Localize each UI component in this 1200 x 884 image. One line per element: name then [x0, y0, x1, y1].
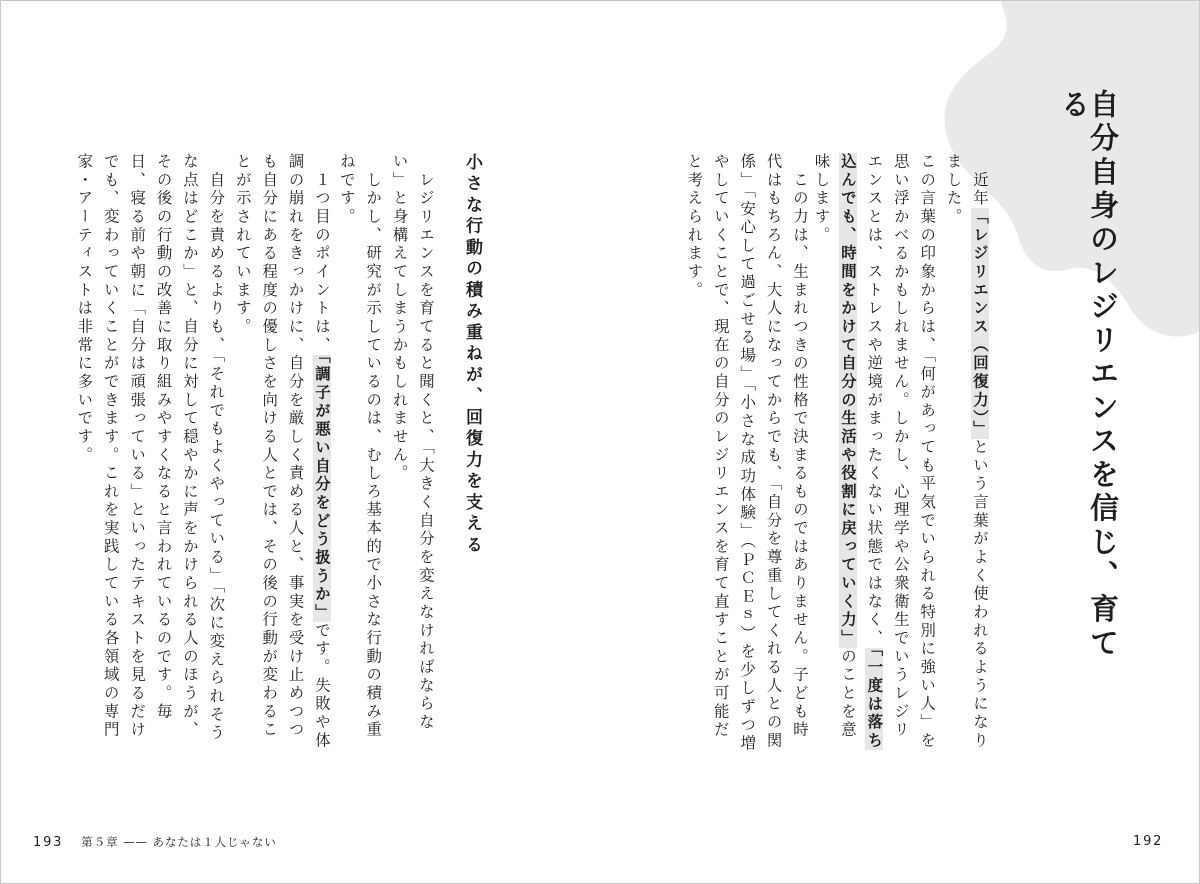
highlight-resilience-definition: 「一度は落ち込んでも、時間をかけて自分の生活や役割に戻っていく力」 — [838, 153, 884, 751]
text-run: 近年 — [971, 153, 989, 208]
section-heading: 小さな行動の積み重ねが、回復力を支える — [462, 153, 482, 557]
body-paragraph-first-point — [75, 153, 335, 753]
highlight-resilience-term: 「レジリエンス（回復力）」 — [971, 207, 989, 439]
running-head: 第５章 —— あなたは１人じゃない — [81, 835, 277, 849]
body-paragraph-nurture: この力は、生まれつきの性格で決まるものではありません。子ども時代はもちろん、大人になってからでも、「自分を尊重してくれる人との関係」「安心して過ごせる場」「小さな成功体験」（ＰＣＥｓ）を少しずつ増やしていくことで、現在の自分のレジリエンスを育て直すことが可能だと考えられます。 — [685, 153, 809, 753]
text-run: １つ目のポイントは、 — [313, 153, 331, 355]
right-page-footer — [1133, 834, 1163, 849]
highlight-self-treatment: 「調子が悪い自分をどう扱うか」 — [313, 354, 331, 622]
text-run: です。失敗や体調の崩れをきっかけに、自分を厳しく責める人と、事実を受け止めつつも自分にある程度の優しさを向ける人とでは、その後の行動が変わることが示されています。 自分を責めるよりも、「それでもよくやっている」「次に変えられそうな点はどこか」と、自分に対して穏やかに声をかけられる人のほうが、その後の行動の改善に取り組みやすくなると言われているのです。毎日、寝る前や朝に「自分は頑張っている」といったテキストを見るだけでも、変わっていくことができます。これを実践している各領域の専門家・アーティストは非常に多いです。 — [75, 153, 331, 751]
right-page-number: 192 — [1133, 834, 1164, 849]
left-page-footer — [33, 834, 277, 850]
left-page-number: 193 — [33, 835, 64, 850]
chapter-title: 自分自身のレジリエンスを信じ、育てる — [1057, 89, 1120, 661]
body-paragraph-small-actions: レジリエンスを育てると聞くと、「大きく自分を変えなければならない」と身構えてしまうかもしれません。 しかし、研究が示しているのは、むしろ基本的で小さな行動の積み重ねです。 — [337, 153, 435, 740]
text-run: という言葉がよく使われるようになりました。 この言葉の印象からは、「何があっても平気でいられる特別に強い人」を思い浮かべるかもしれません。しかし、心理学や公衆衛生でいうレジリエンスとは、ストレスや逆境がまったくない状態ではなく、 — [865, 153, 989, 751]
text-run: のことを意味します。 — [812, 153, 857, 740]
